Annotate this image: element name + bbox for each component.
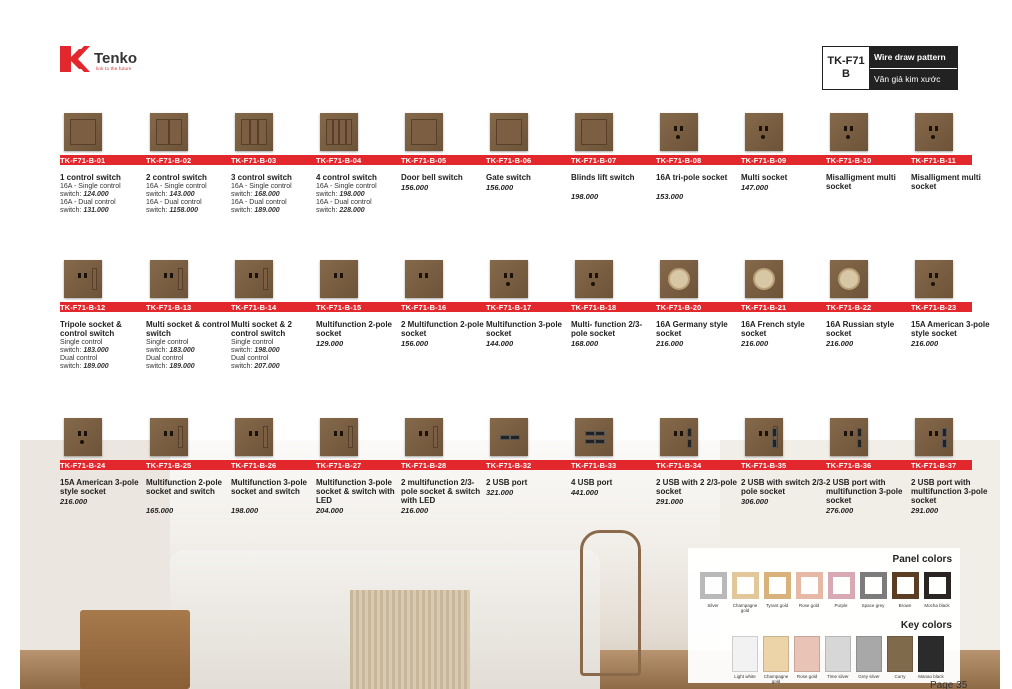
product-name: 1 control switch [60, 173, 121, 182]
product-price: 198.000 [231, 506, 259, 515]
product-price: 306.000 [741, 497, 769, 506]
product-code: TK-F71-B-27 [316, 461, 362, 470]
color-options-panel [688, 548, 960, 683]
product-card [741, 113, 827, 243]
product-price: 156.000 [486, 183, 514, 192]
panel-color-label: Rose gold [798, 603, 820, 608]
product-price: 216.000 [60, 497, 88, 506]
product-code: TK-F71-B-20 [656, 303, 702, 312]
product-name: Blinds lift switch [571, 173, 635, 182]
product-price-options: Single control switch: 198.000 Dual control switch: 207.000 [231, 339, 280, 370]
double-2-pole-socket-icon [405, 260, 443, 298]
key-color-swatch [763, 636, 789, 672]
panel-color-label: Mocha black [924, 603, 950, 608]
product-card [316, 260, 402, 390]
product-price: 156.000 [401, 339, 429, 348]
usb-socket-icon [830, 418, 868, 456]
series-code-box [822, 46, 958, 90]
product-price: 168.000 [571, 339, 599, 348]
product-code: TK-F71-B-12 [60, 303, 106, 312]
product-name: Misalligment multi socket [826, 173, 896, 191]
series-code-line2: B [842, 68, 850, 80]
product-card [911, 418, 997, 548]
product-price: 144.000 [486, 339, 514, 348]
product-name: Multi socket & 2 control switch [231, 320, 292, 338]
tri-pole-socket-icon [660, 113, 698, 151]
product-name: 3 control switch [231, 173, 292, 182]
product-code: TK-F71-B-18 [571, 303, 617, 312]
page-number: Page 35 [930, 680, 968, 689]
product-price: 441.000 [571, 488, 599, 497]
product-card [60, 418, 146, 548]
product-price: 291.000 [656, 497, 684, 506]
product-code: TK-F71-B-03 [231, 156, 277, 165]
product-name: 2 USB with switch 2/3-pole socket [741, 478, 826, 496]
product-card [60, 260, 146, 390]
key-color-label: Time silver [827, 674, 849, 679]
product-card [826, 418, 912, 548]
brand-logo [60, 44, 170, 78]
product-code: TK-F71-B-07 [571, 156, 617, 165]
russian-socket-icon [830, 260, 868, 298]
product-name: Misalligment multi socket [911, 173, 981, 191]
product-code: TK-F71-B-34 [656, 461, 702, 470]
product-card [826, 113, 912, 243]
series-code [823, 47, 870, 89]
product-price: 216.000 [741, 339, 769, 348]
socket-switch-icon [64, 260, 102, 298]
product-code: TK-F71-B-16 [401, 303, 447, 312]
panel-color-swatch [892, 572, 919, 599]
product-name: 2 control switch [146, 173, 207, 182]
product-code: TK-F71-B-02 [146, 156, 192, 165]
product-code: TK-F71-B-09 [741, 156, 787, 165]
product-price-options: 16A - Single control switch: 168.000 16A - Dual control switch: 189.000 [231, 183, 292, 214]
american-socket-icon [64, 418, 102, 456]
product-code: TK-F71-B-08 [656, 156, 702, 165]
product-card [146, 418, 232, 548]
product-card [741, 260, 827, 390]
product-name: Multifunction 3-pole socket [486, 320, 562, 338]
panel-color-label: Champagne gold [732, 603, 758, 613]
product-name: 15A American 3-pole style socket [60, 478, 139, 496]
product-price: 189.000 [254, 207, 280, 214]
panel-color-swatch [732, 572, 759, 599]
product-code: TK-F71-B-05 [401, 156, 447, 165]
product-card [911, 260, 997, 390]
usb-2-icon [490, 418, 528, 456]
product-name: 2 USB with 2 2/3-pole socket [656, 478, 737, 496]
panel-color-label: Brown [898, 603, 912, 608]
product-price: 216.000 [401, 506, 429, 515]
key-color-label: Curry [894, 674, 906, 679]
product-card [146, 113, 232, 243]
product-price: 189.000 [83, 363, 109, 370]
series-desc-en: Wire draw pattern [870, 47, 957, 69]
series-code-line1: TK-F71 [827, 55, 865, 67]
usb-4-icon [575, 418, 613, 456]
key-color-swatch [732, 636, 758, 672]
panel-colors-title: Panel colors [892, 554, 952, 565]
switch-3-icon [235, 113, 273, 151]
product-code: TK-F71-B-32 [486, 461, 532, 470]
product-card [486, 418, 572, 548]
product-name: 4 USB port [571, 478, 613, 487]
product-name: 16A French style socket [741, 320, 805, 338]
product-name: 16A Russian style socket [826, 320, 895, 338]
multi-socket-icon [575, 260, 613, 298]
product-price-options: Single control switch: 183.000 Dual control switch: 189.000 [146, 339, 195, 370]
key-colors-title: Key colors [900, 620, 952, 631]
product-card [911, 113, 997, 243]
product-code: TK-F71-B-28 [401, 461, 447, 470]
product-name: Tripole socket & control switch [60, 320, 122, 338]
socket-switch-led-icon [405, 418, 443, 456]
product-price: 198.000 [339, 191, 365, 198]
panel-color-label: Tyrant gold [765, 603, 789, 608]
product-card [656, 260, 742, 390]
product-name: Multi socket & control switch [146, 320, 230, 338]
product-price: 198.000 [254, 347, 280, 354]
product-price: 143.000 [169, 191, 195, 198]
panel-color-swatch [700, 572, 727, 599]
product-code: TK-F71-B-04 [316, 156, 362, 165]
product-price: 168.000 [254, 191, 280, 198]
key-color-label: Grey silver [858, 674, 880, 679]
product-price: 207.000 [254, 363, 280, 370]
key-color-swatch [794, 636, 820, 672]
misaligned-socket-icon [915, 113, 953, 151]
product-code: TK-F71-B-21 [741, 303, 787, 312]
product-card [316, 113, 402, 243]
product-name: Multifunction 2-pole socket and switch [146, 478, 222, 496]
product-card [316, 418, 402, 548]
product-price: 216.000 [826, 339, 854, 348]
product-card [656, 418, 742, 548]
key-color-label: Light white [734, 674, 756, 679]
key-color-swatch [825, 636, 851, 672]
product-code: TK-F71-B-13 [146, 303, 192, 312]
product-name: 16A Germany style socket [656, 320, 728, 338]
product-price: 216.000 [911, 339, 939, 348]
socket-switch-icon [235, 418, 273, 456]
product-code: TK-F71-B-35 [741, 461, 787, 470]
product-code: TK-F71-B-11 [911, 156, 956, 165]
2-pole-socket-icon [320, 260, 358, 298]
panel-color-label: Space grey [861, 603, 885, 608]
panel-color-swatch [796, 572, 823, 599]
product-code: TK-F71-B-06 [486, 156, 532, 165]
key-color-swatch [918, 636, 944, 672]
product-card [571, 418, 657, 548]
socket-switch-icon [150, 418, 188, 456]
misaligned-socket-icon [830, 113, 868, 151]
tenko-logo-icon [60, 44, 90, 74]
product-price: 183.000 [83, 347, 109, 354]
product-card [656, 113, 742, 243]
product-code: TK-F71-B-23 [911, 303, 957, 312]
product-price: 147.000 [741, 183, 769, 192]
product-price-options: 16A - Single control switch: 143.000 16A - Dual control switch: 1158.000 [146, 183, 207, 214]
product-name: Multi- function 2/3-pole socket [571, 320, 643, 338]
product-price: 198.000 [571, 192, 599, 201]
socket-2switch-icon [235, 260, 273, 298]
product-name: 2 USB port with multifunction 3-pole socket [826, 478, 903, 505]
product-name: Multifunction 3-pole socket and switch [231, 478, 307, 496]
blinds-switch-icon [575, 113, 613, 151]
american-socket-icon [915, 260, 953, 298]
gate-switch-icon [490, 113, 528, 151]
brand-name: Tenko [94, 50, 138, 67]
product-price: 131.000 [83, 207, 109, 214]
series-desc-vi: Vân giả kim xước [870, 69, 957, 90]
panel-color-swatch [828, 572, 855, 599]
product-card [571, 113, 657, 243]
product-card [401, 260, 487, 390]
3-pole-socket-icon [490, 260, 528, 298]
product-card [401, 418, 487, 548]
product-card [231, 260, 317, 390]
product-price-options: 16A - Single control switch: 198.000 16A - Dual control switch: 228.000 [316, 183, 377, 214]
product-name: 15A American 3-pole style socket [911, 320, 990, 338]
product-price: 124.000 [83, 191, 109, 198]
usb-socket-icon [660, 418, 698, 456]
product-name: Multifunction 3-pole socket & switch with LED [316, 478, 395, 505]
product-price: 156.000 [401, 183, 429, 192]
product-card [60, 113, 146, 243]
product-price: 165.000 [146, 506, 174, 515]
product-name: Gate switch [486, 173, 531, 182]
product-code: TK-F71-B-25 [146, 461, 192, 470]
product-price: 129.000 [316, 339, 344, 348]
product-card [231, 418, 317, 548]
product-code: TK-F71-B-33 [571, 461, 617, 470]
product-card [231, 113, 317, 243]
schuko-socket-icon [660, 260, 698, 298]
panel-color-swatch [860, 572, 887, 599]
product-price: 228.000 [339, 207, 365, 214]
switch-4-icon [320, 113, 358, 151]
socket-switch-icon [150, 260, 188, 298]
product-code: TK-F71-B-15 [316, 303, 362, 312]
usb-socket-switch-icon [745, 418, 783, 456]
product-name: 2 USB port [486, 478, 528, 487]
product-name: Door bell switch [401, 173, 463, 182]
switch-1-icon [64, 113, 102, 151]
product-price: 183.000 [169, 347, 195, 354]
key-color-label: Champagne gold [763, 674, 789, 684]
product-code: TK-F71-B-10 [826, 156, 872, 165]
brand-tagline: link to the future [96, 66, 132, 71]
product-code: TK-F71-B-14 [231, 303, 277, 312]
panel-color-swatch [764, 572, 791, 599]
key-color-label: Manao black [918, 674, 944, 679]
product-code: TK-F71-B-36 [826, 461, 872, 470]
panel-color-label: Purple [834, 603, 848, 608]
key-color-swatch [887, 636, 913, 672]
usb-socket-icon [915, 418, 953, 456]
product-code: TK-F71-B-24 [60, 461, 106, 470]
product-card [486, 260, 572, 390]
product-card [486, 113, 572, 243]
product-code: TK-F71-B-37 [911, 461, 957, 470]
product-price: 189.000 [169, 363, 195, 370]
panel-color-swatch [924, 572, 951, 599]
french-socket-icon [745, 260, 783, 298]
product-price: 216.000 [656, 339, 684, 348]
product-code: TK-F71-B-01 [60, 156, 106, 165]
product-price: 204.000 [316, 506, 344, 515]
product-price: 276.000 [826, 506, 854, 515]
product-name: 2 Multifunction 2-pole socket [401, 320, 484, 338]
product-name: 16A tri-pole socket [656, 173, 728, 182]
key-color-label: Rose gold [796, 674, 818, 679]
product-name: Multi socket [741, 173, 788, 182]
product-name: 2 USB port with multifunction 3-pole socket [911, 478, 988, 505]
product-price: 321.000 [486, 488, 514, 497]
product-price-options: Single control switch: 183.000 Dual control switch: 189.000 [60, 339, 109, 370]
door-bell-icon [405, 113, 443, 151]
key-color-swatch [856, 636, 882, 672]
product-card [826, 260, 912, 390]
product-price-options: 16A - Single control switch: 124.000 16A - Dual control switch: 131.000 [60, 183, 121, 214]
product-name: 4 control switch [316, 173, 377, 182]
product-price: 1158.000 [169, 207, 199, 214]
product-price: 153.000 [656, 192, 684, 201]
product-card [571, 260, 657, 390]
product-code: TK-F71-B-17 [486, 303, 532, 312]
switch-2-icon [150, 113, 188, 151]
product-code: TK-F71-B-26 [231, 461, 277, 470]
product-price: 291.000 [911, 506, 939, 515]
product-card [401, 113, 487, 243]
product-card [146, 260, 232, 390]
product-name: Multifunction 2-pole socket [316, 320, 392, 338]
product-code: TK-F71-B-22 [826, 303, 872, 312]
product-name: 2 multifunction 2/3-pole socket & switch with LED [401, 478, 481, 505]
multi-socket-icon [745, 113, 783, 151]
panel-color-label: Silver [707, 603, 719, 608]
socket-switch-led-icon [320, 418, 358, 456]
product-card [741, 418, 827, 548]
